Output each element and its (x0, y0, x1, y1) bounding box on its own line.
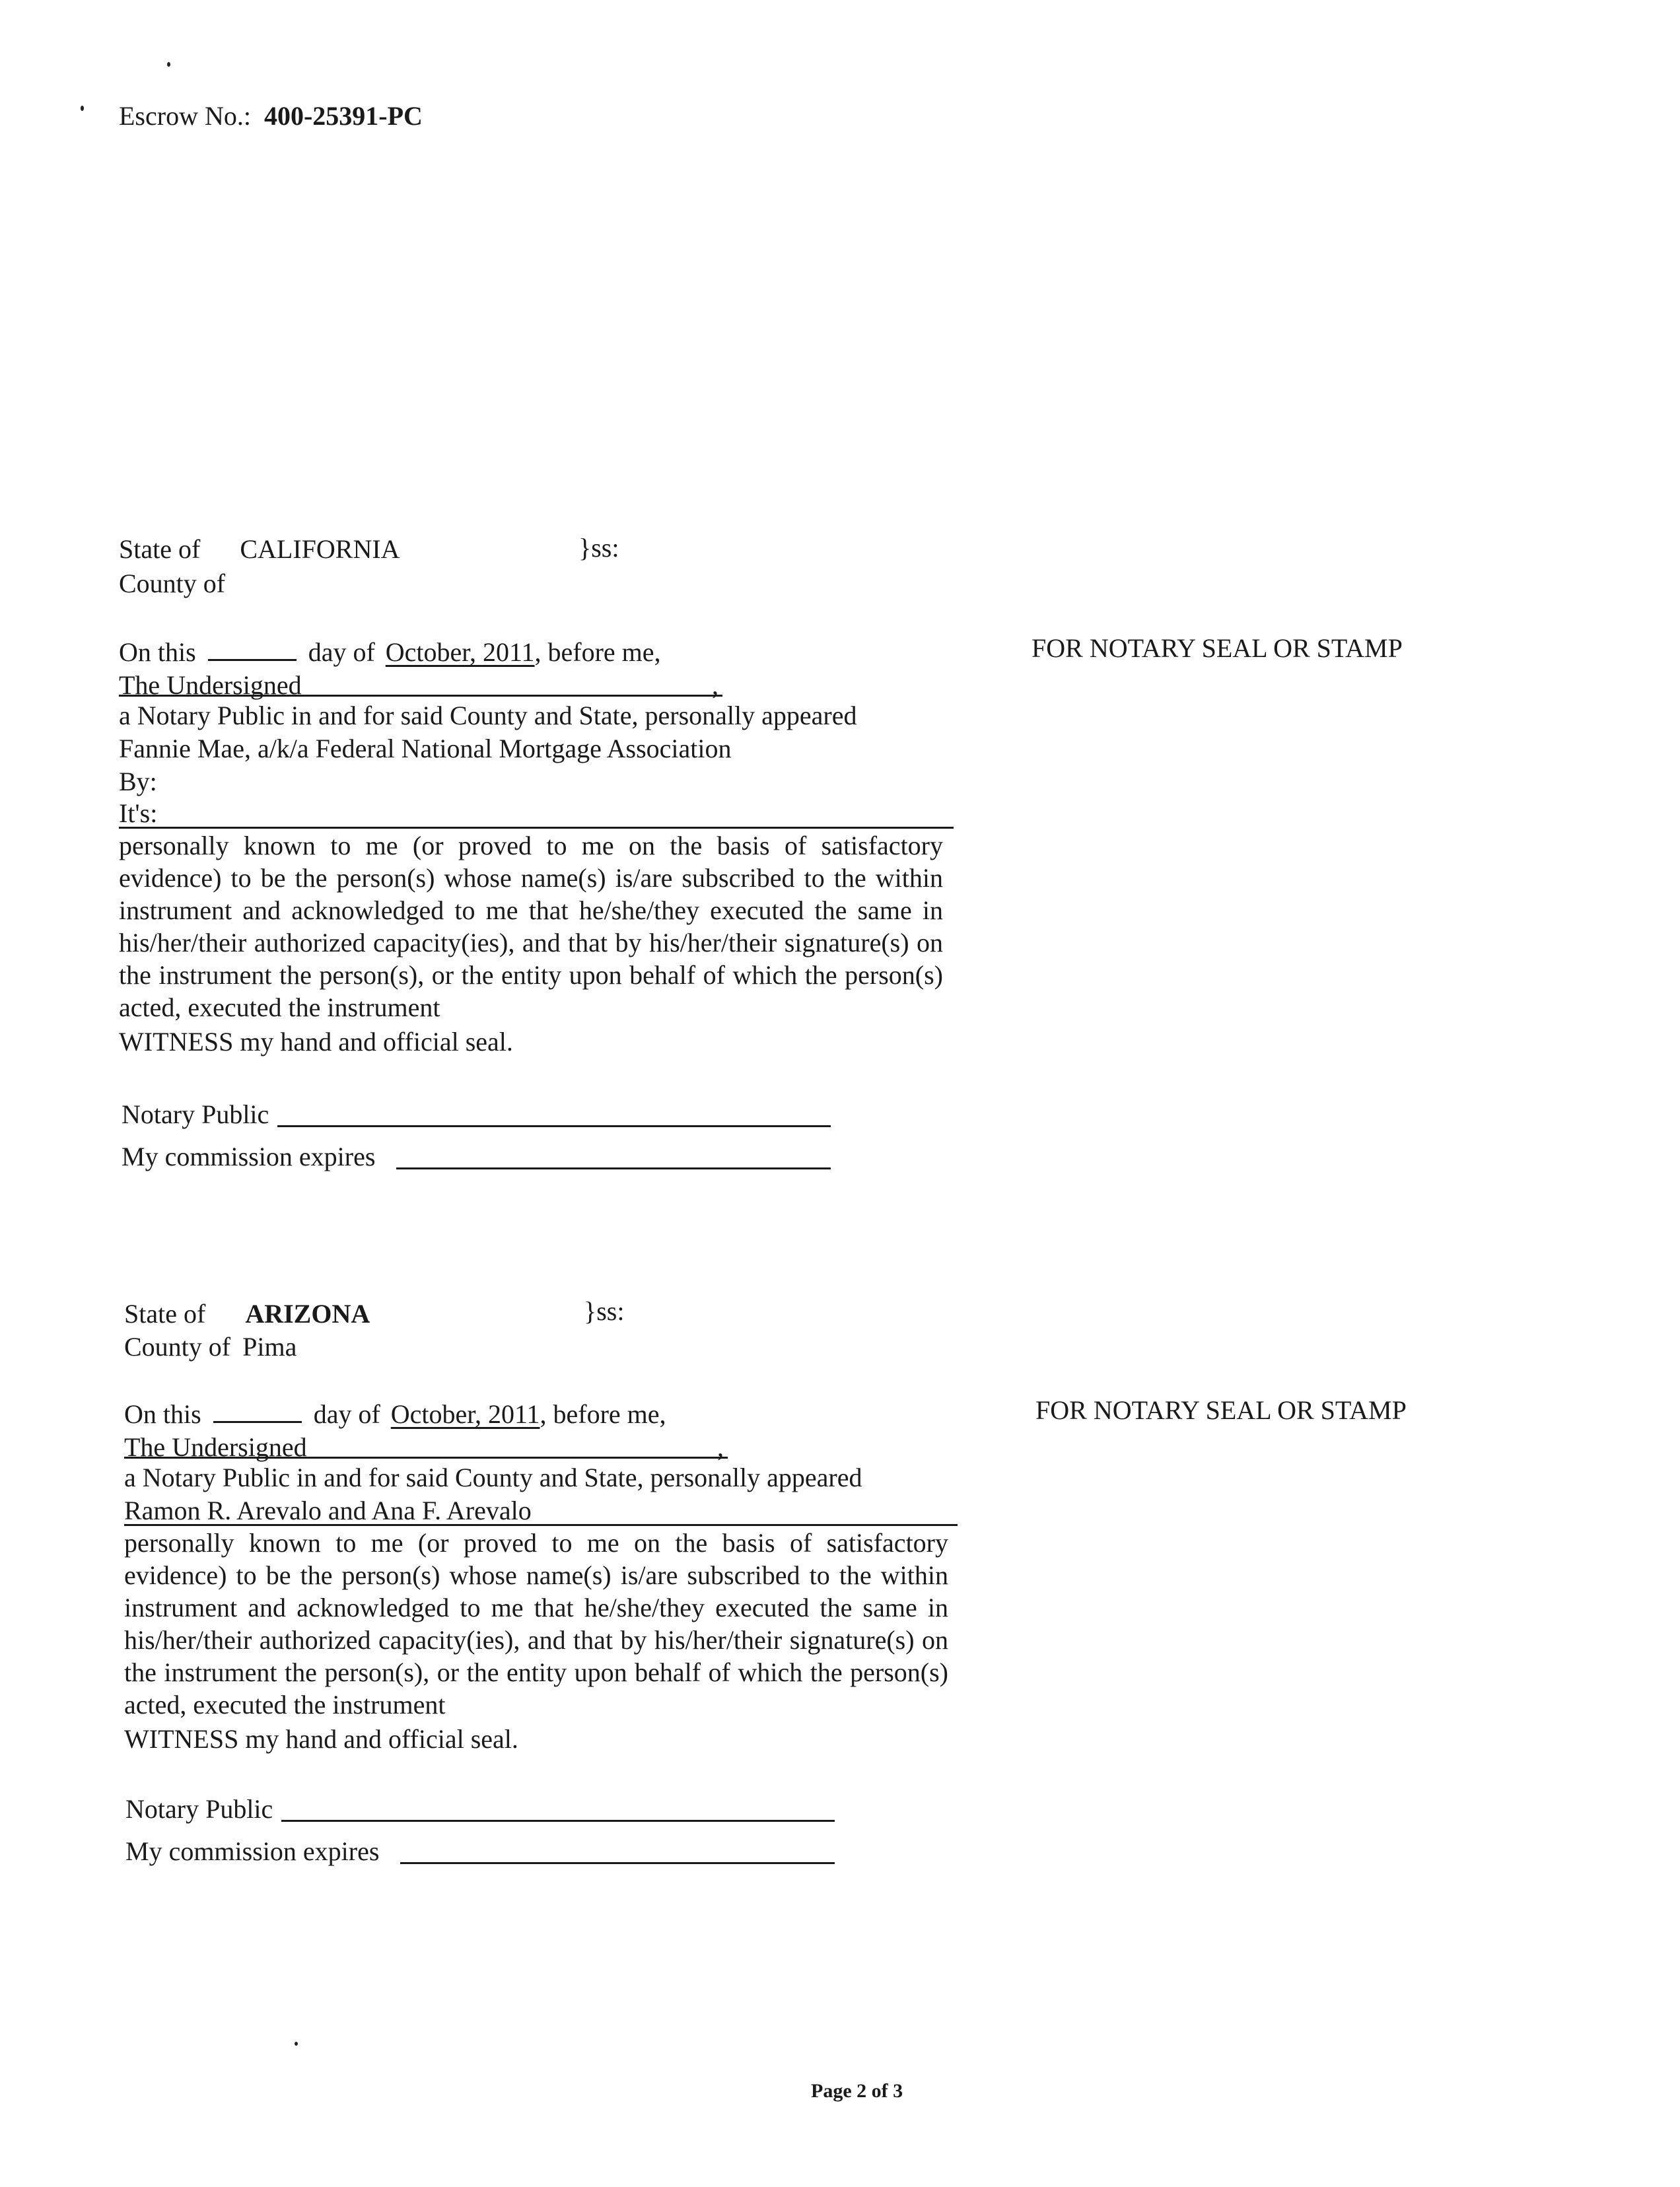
commission-label: My commission expires (125, 1836, 380, 1866)
notary-signature-line (277, 1125, 831, 1127)
witness-line-2: WITNESS my hand and official seal. (124, 1724, 518, 1754)
date-value: October, 2011 (385, 637, 535, 667)
appeared-text-1: a Notary Public in and for said County and State, personally appeared (119, 701, 857, 730)
day-of-label: day of (313, 1399, 380, 1429)
county-line-1 (119, 568, 225, 600)
officer-name: The Undersigned (124, 1432, 307, 1462)
day-blank (208, 639, 297, 661)
its-label: It's: (119, 798, 158, 828)
before-me-label: , before me, (534, 637, 661, 667)
seal-label: FOR NOTARY SEAL OR STAMP (1032, 633, 1403, 663)
notary-signature-line (281, 1820, 835, 1822)
commission-label: My commission expires (122, 1142, 376, 1171)
day-of-label: day of (308, 637, 375, 667)
commission-date-line (396, 1167, 831, 1169)
commission-line-1 (122, 1141, 375, 1173)
on-this-label: On this (124, 1399, 201, 1429)
appeared-name-2: Ramon R. Arevalo and Ana F. Arevalo (124, 1496, 532, 1525)
acknowledgment-body-1: personally known to me (or proved to me on the basis of satisfactory evidence) to be the person(s) whose name(s) is/are subscribed to the within instrument and acknowledged to me that he/she/they executed the same in his/her/their authorized capacity(ies), and that by his/her/their signature(s) on the instrument the person(s), or the entity upon behalf of which the person(s) acted, executed the instrument (119, 831, 943, 1022)
county-label: County of (119, 569, 226, 598)
seal-label: FOR NOTARY SEAL OR STAMP (1035, 1395, 1407, 1425)
escrow-number: 400-25391-PC (263, 101, 423, 131)
state-line-2 (124, 1298, 370, 1330)
state-label: State of (119, 534, 201, 564)
officer-comma: , (717, 1432, 724, 1462)
by-label: By: (119, 767, 157, 796)
appeared-text-2: a Notary Public in and for said County and State, personally appeared (124, 1463, 862, 1492)
on-this-label: On this (119, 637, 196, 667)
escrow-label: Escrow No.: (119, 101, 251, 131)
officer-comma: , (712, 670, 718, 700)
notary-public-line-2 (125, 1793, 273, 1825)
county-line-2 (124, 1331, 297, 1363)
officer-name: The Undersigned (119, 670, 302, 700)
seal-box-2 (1035, 1395, 1407, 1426)
date-value: October, 2011 (390, 1399, 540, 1429)
notary-label: Notary Public (125, 1794, 273, 1824)
day-blank (213, 1401, 302, 1423)
its-underline (119, 827, 954, 829)
state-value: CALIFORNIA (240, 534, 400, 564)
before-me-label: , before me, (540, 1399, 666, 1429)
officer-underline (124, 1457, 728, 1459)
officer-underline (119, 695, 722, 697)
appeared-name-1: Fannie Mae, a/k/a Federal National Mortgage Association (119, 734, 732, 763)
scan-speck (295, 2042, 298, 2046)
scan-speck (167, 62, 170, 67)
seal-box-1 (1032, 633, 1403, 664)
state-value: ARIZONA (245, 1299, 370, 1329)
appeared-name-underline (124, 1524, 958, 1526)
state-label: State of (124, 1299, 206, 1329)
witness-line-1: WITNESS my hand and official seal. (119, 1027, 513, 1057)
acknowledgment-body-2: personally known to me (or proved to me on the basis of satisfactory evidence) to be the person(s) whose name(s) is/are subscribed to the within instrument and acknowledged to me that he/she/they executed the same in his/her/their authorized capacity(ies), and that by his/her/their signature(s) on the instrument the person(s), or the entity upon behalf of which the person(s) acted, executed the instrument (124, 1528, 948, 1719)
commission-line-2 (125, 1836, 379, 1867)
state-line-1 (119, 534, 400, 565)
county-label: County of (124, 1332, 231, 1362)
notary-label: Notary Public (122, 1099, 269, 1129)
notary-public-line-1 (122, 1099, 269, 1130)
scan-speck (81, 106, 84, 111)
escrow-header (119, 100, 423, 132)
on-this-line-2 (124, 1399, 666, 1430)
commission-date-line (400, 1862, 835, 1864)
ss-label: }ss: (584, 1296, 625, 1326)
ss-label: }ss: (578, 533, 619, 563)
county-value: Pima (242, 1332, 297, 1362)
page-number: Page 2 of 3 (811, 2080, 903, 2102)
on-this-line-1 (119, 637, 661, 668)
